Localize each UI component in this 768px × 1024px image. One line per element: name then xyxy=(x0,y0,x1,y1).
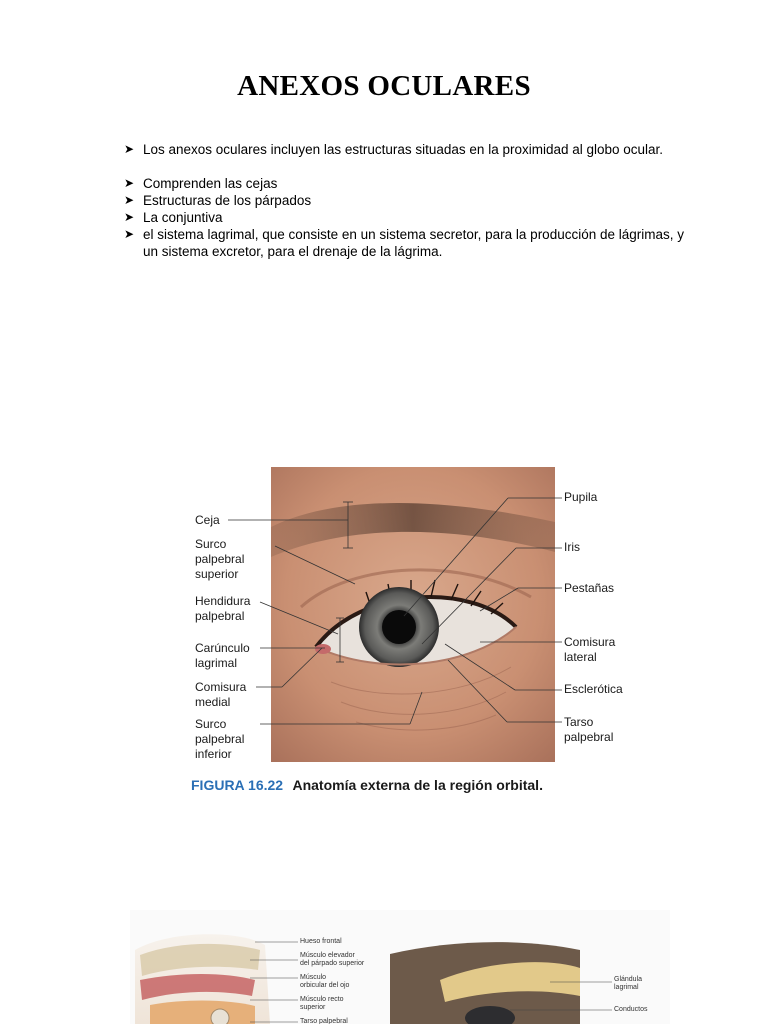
label-musculo-elevador: Músculo elevador del párpado superior xyxy=(300,952,365,967)
lacrimal-anatomy-figure xyxy=(130,910,670,1024)
label-iris: Iris xyxy=(564,540,580,554)
list-item xyxy=(124,192,684,209)
label-hueso-frontal: Hueso frontal xyxy=(300,938,342,945)
label-musculo-recto-superior: Músculo recto superior xyxy=(300,996,344,1011)
label-conductos: Conductos xyxy=(614,1006,648,1013)
bullet-text: Los anexos oculares incluyen las estructuras situadas en la proximidad al globo ocular. xyxy=(143,142,664,157)
bullet-text: el sistema lagrimal, que consiste en un sistema secretor, para la producción de lágrimas, y un sistema excretor, para el drenaje de la lágrima. xyxy=(143,227,685,259)
label-ceja: Ceja xyxy=(195,513,220,527)
label-surco-palpebral-inferior: Surco palpebral inferior xyxy=(195,717,245,761)
label-musculo-orbicular: Músculo orbicular del ojo xyxy=(300,974,350,989)
lacrimal-illustration xyxy=(130,910,670,1024)
list-item xyxy=(124,226,684,260)
list-item xyxy=(124,209,684,226)
arrowhead-bullet-icon: ➤ xyxy=(124,227,135,241)
label-surco-palpebral-superior: Surco palpebral superior xyxy=(195,537,245,581)
bullet-text: La conjuntiva xyxy=(143,210,223,225)
label-pupila: Pupila xyxy=(564,490,598,504)
label-glandula-lagrimal: Glándula lagrimal xyxy=(614,976,643,991)
figure-caption xyxy=(191,777,543,793)
label-comisura-lateral: Comisura lateral xyxy=(564,635,616,664)
bullet-text: Comprenden las cejas xyxy=(143,176,278,191)
figure-number: FIGURA 16.22 xyxy=(191,777,284,793)
bullet-list xyxy=(124,141,684,260)
label-esclerotica: Esclerótica xyxy=(564,682,623,696)
arrowhead-bullet-icon: ➤ xyxy=(124,142,135,156)
arrowhead-bullet-icon: ➤ xyxy=(124,210,135,224)
label-comisura-medial: Comisura medial xyxy=(195,680,247,709)
arrowhead-bullet-icon: ➤ xyxy=(124,193,135,207)
figure-caption-text: Anatomía externa de la región orbital. xyxy=(292,777,543,793)
label-hendidura-palpebral: Hendidura palpebral xyxy=(195,594,251,623)
label-tarso-palpebral: Tarso palpebral xyxy=(564,715,614,744)
list-item xyxy=(124,141,684,158)
label-caruncula-lagrimal: Carúnculo lagrimal xyxy=(195,641,250,670)
list-item xyxy=(124,175,684,192)
eye-anatomy-figure xyxy=(190,466,630,766)
bullet-text: Estructuras de los párpados xyxy=(143,193,312,208)
label-tarso-palpebral-2: Tarso palpebral xyxy=(300,1018,348,1024)
arrowhead-bullet-icon: ➤ xyxy=(124,176,135,190)
label-pestanas: Pestañas xyxy=(564,581,615,595)
page-title: ANEXOS OCULARES xyxy=(237,70,531,102)
